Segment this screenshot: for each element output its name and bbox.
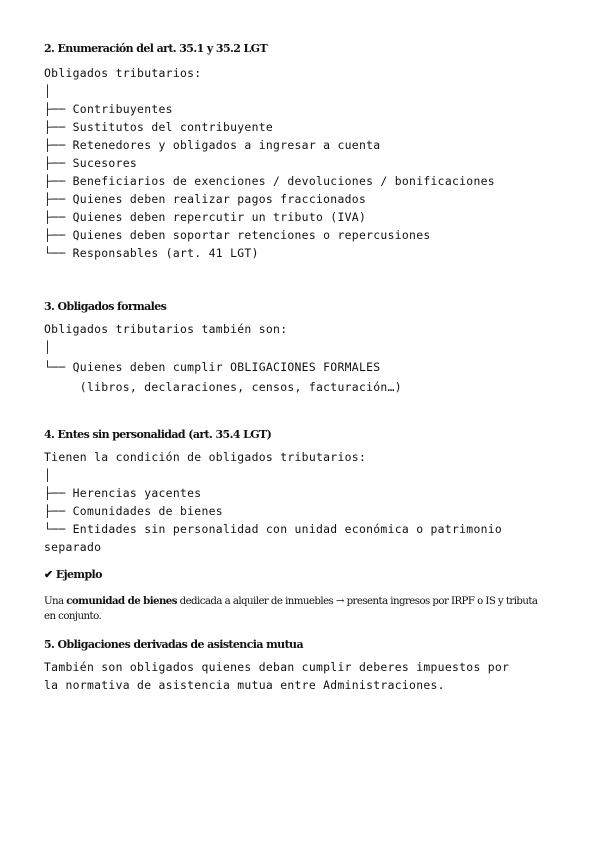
tree-item: ├── Quienes deben realizar pagos fraccionados (44, 192, 367, 206)
section-5-title: 5. Obligaciones derivadas de asistencia mutua (44, 638, 303, 651)
example-text-bold: comunidad de bienes (66, 595, 177, 607)
section-4-intro: Tienen la condición de obligados tributarios: (44, 450, 367, 464)
tree-pipe: │ (44, 340, 52, 354)
tree-item: └── Quienes deben cumplir OBLIGACIONES FORMALES (44, 360, 381, 374)
tree-pipe: │ (44, 468, 52, 482)
tree-item-continuation: (libros, declaraciones, censos, facturación…) (44, 380, 402, 394)
section-3-intro: Obligados tributarios también son: (44, 322, 288, 336)
section-2-title: 2. Enumeración del art. 35.1 y 35.2 LGT (44, 42, 268, 55)
tree-pipe: │ (44, 84, 52, 98)
section-4-title: 4. Entes sin personalidad (art. 35.4 LGT) (44, 428, 272, 441)
tree-item: ├── Sucesores (44, 156, 138, 170)
tree-item: ├── Retenedores y obligados a ingresar a cuenta (44, 138, 381, 152)
example-paragraph (44, 594, 564, 609)
tree-item: ├── Herencias yacentes (44, 486, 202, 500)
tree-item: ├── Comunidades de bienes (44, 504, 223, 518)
example-text-pre: Una (44, 596, 67, 607)
tree-item: ├── Beneficiarios de exenciones / devoluciones / bonificaciones (44, 174, 495, 188)
tree-item-wrap: separado (44, 540, 102, 554)
tree-item: └── Entidades sin personalidad con unidad económica o patrimonio (44, 522, 503, 536)
tree-item: └── Responsables (art. 41 LGT) (44, 246, 259, 260)
section-2-intro: Obligados tributarios: (44, 66, 202, 80)
section-5-line: la normativa de asistencia mutua entre Administraciones. (44, 678, 445, 692)
document-page (44, 40, 564, 694)
section-3-title: 3. Obligados formales (44, 300, 167, 313)
section-5-line: También son obligados quienes deban cumplir deberes impuestos por (44, 660, 510, 674)
tree-item: ├── Quienes deben soportar retenciones o repercusiones (44, 228, 431, 242)
tree-item: ├── Quienes deben repercutir un tributo (IVA) (44, 210, 367, 224)
tree-item: ├── Sustitutos del contribuyente (44, 120, 274, 134)
example-title: ✔ Ejemplo (44, 568, 102, 581)
example-text-post: dedicada a alquiler de inmuebles → presenta ingresos por IRPF o IS y tributa (176, 596, 538, 607)
tree-item: ├── Contribuyentes (44, 102, 173, 116)
example-paragraph-line2: en conjunto. (44, 611, 102, 622)
